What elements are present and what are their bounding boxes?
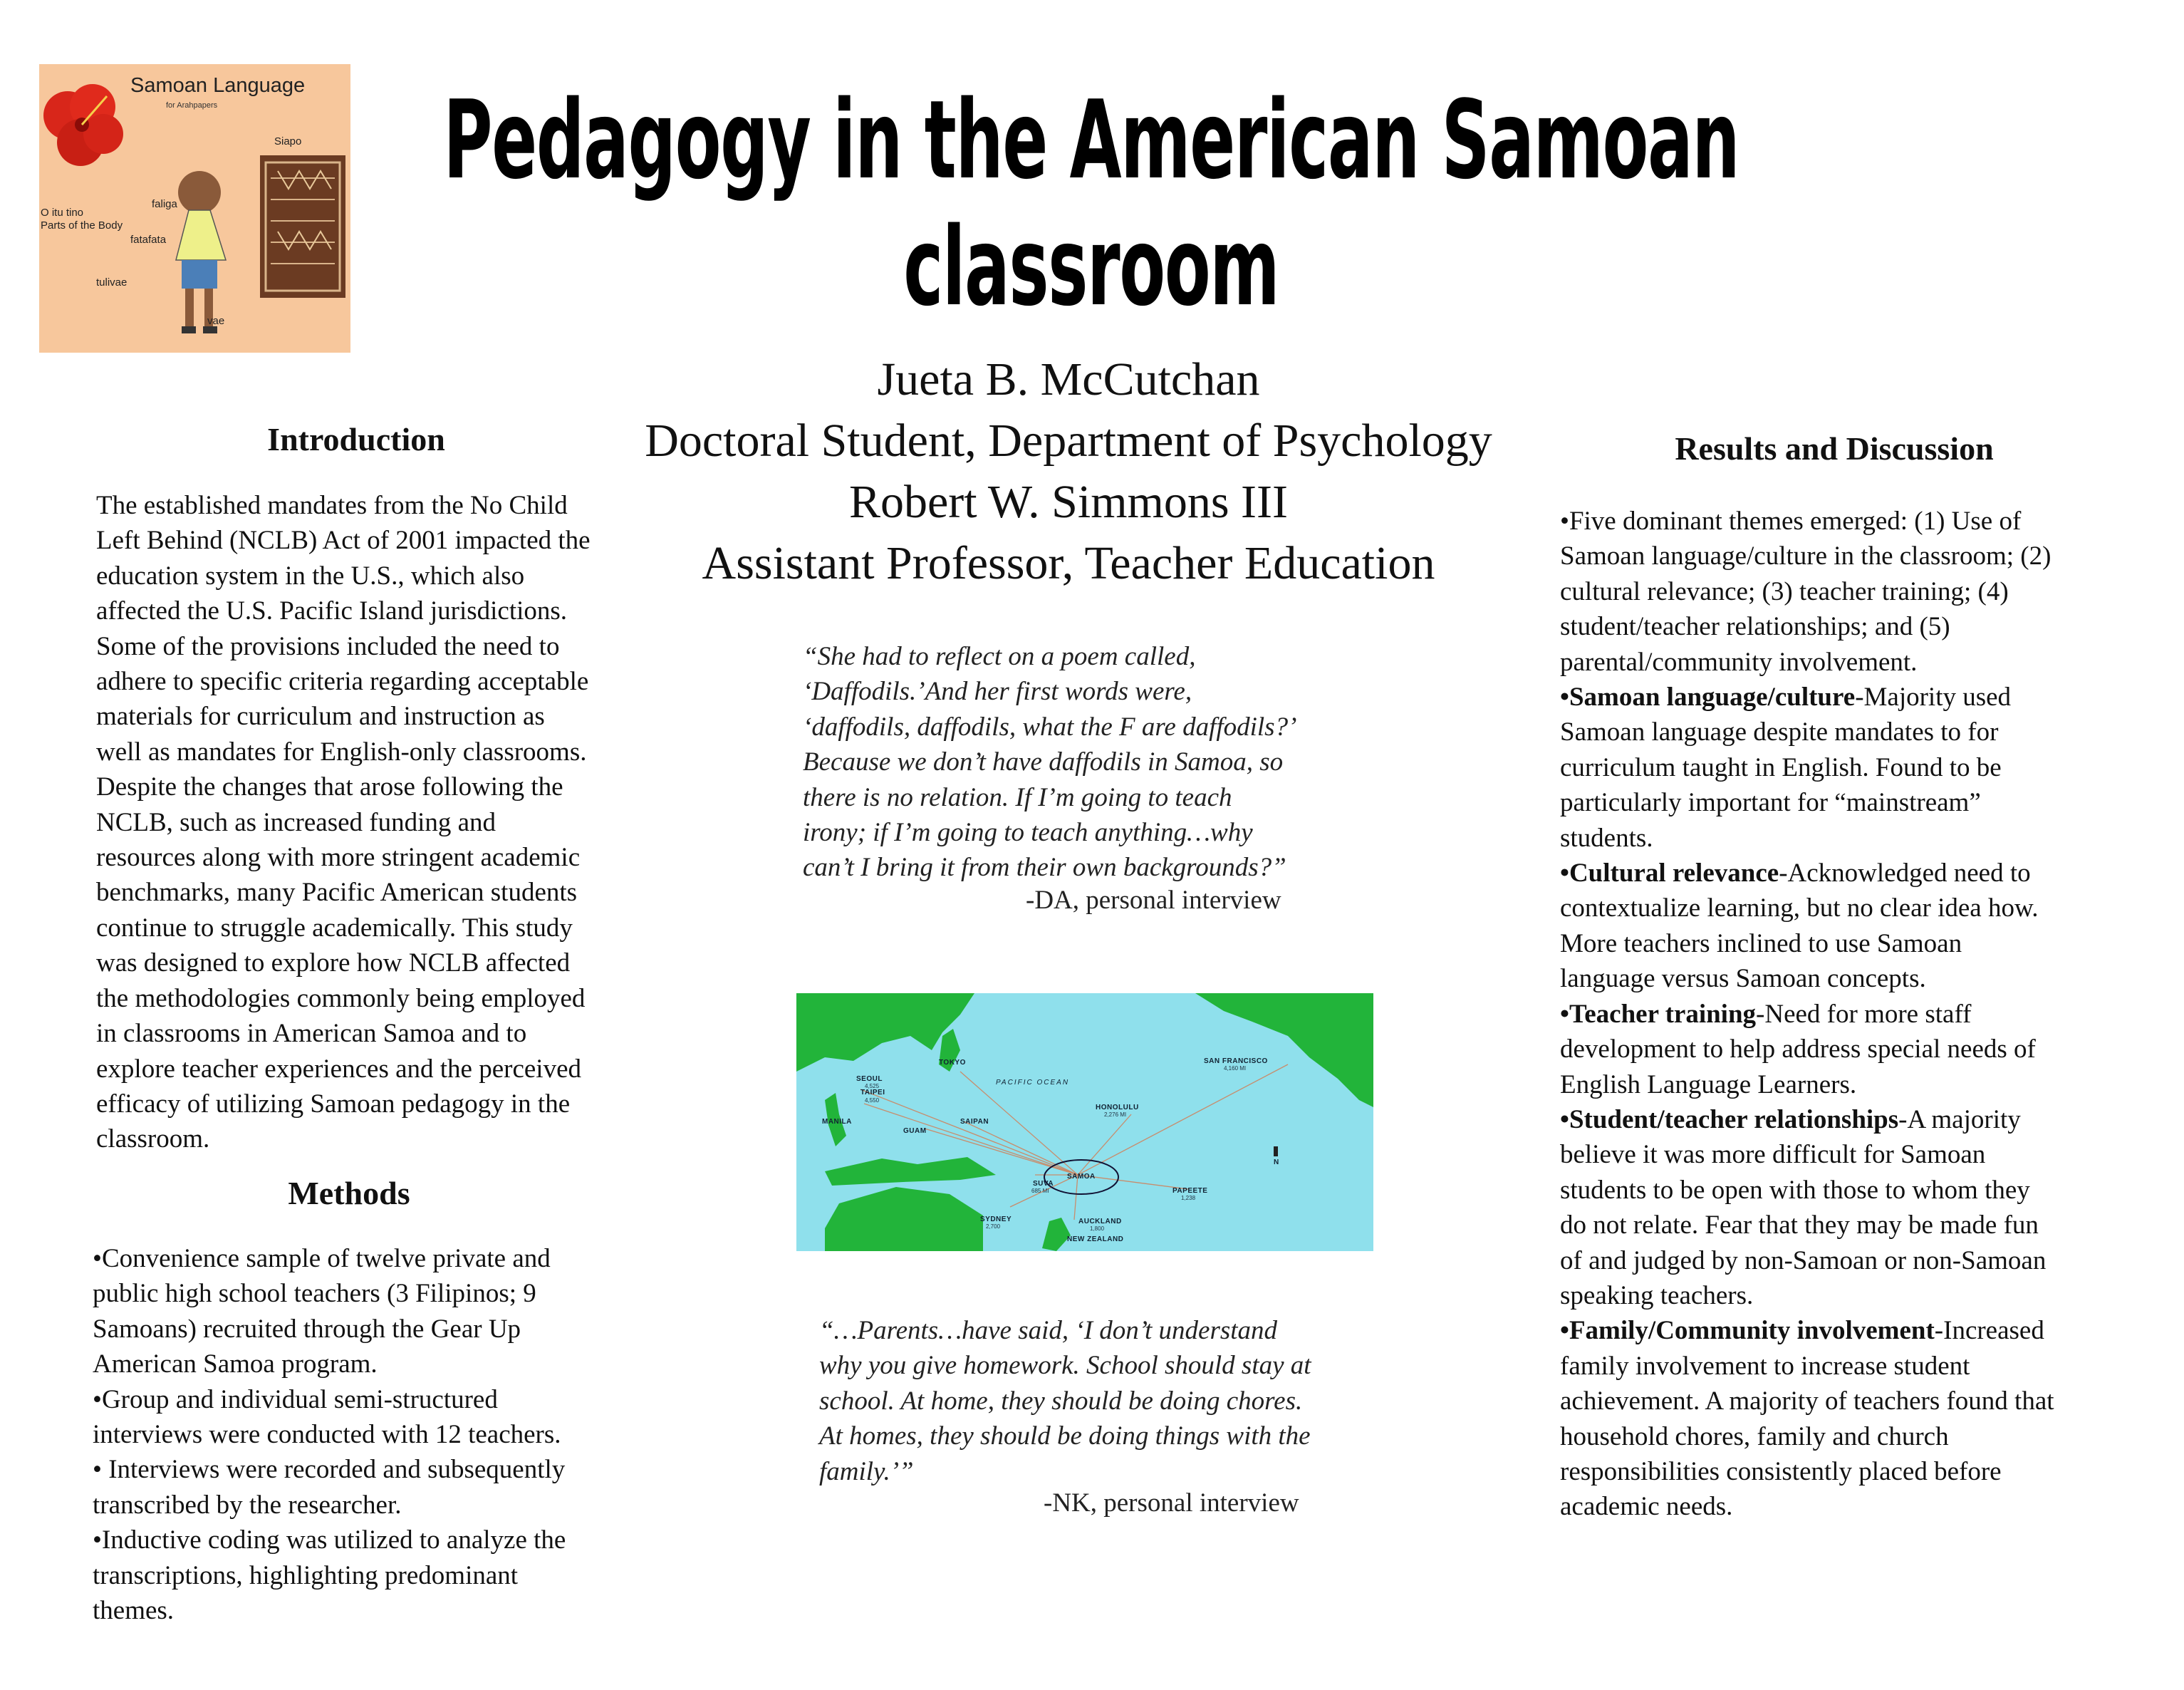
interview-quote-1 xyxy=(803,639,1387,886)
text-line: why you give homework. School should stay at xyxy=(819,1351,1311,1381)
text-line: “…Parents…have said, ‘I don’t understand xyxy=(819,1316,1278,1345)
text-line: school. At home, they should be doing chores. xyxy=(819,1386,1303,1416)
indonesia-landmass xyxy=(825,1157,996,1186)
result-line xyxy=(1560,997,2123,1032)
papeete-label: PAPEETE xyxy=(1172,1187,1208,1195)
result-line xyxy=(1560,574,2123,609)
papeete-distance: 1,238 xyxy=(1181,1195,1196,1201)
result-text: believe it was more difficult for Samoan xyxy=(1560,1140,1986,1170)
result-line xyxy=(1560,1173,2123,1208)
text-line: irony; if I’m going to teach anything…why xyxy=(803,818,1253,848)
result-line xyxy=(1560,961,2123,996)
boy-figure-icon xyxy=(176,171,226,333)
result-theme-label: •Samoan language/culture xyxy=(1560,683,1856,712)
result-text: -Acknowledged need to xyxy=(1779,859,2031,888)
result-line xyxy=(1560,1137,2123,1172)
siapo-cloth-icon xyxy=(260,155,345,298)
tulivae-label: tulivae xyxy=(96,276,128,289)
result-line xyxy=(1560,539,2123,574)
result-text: academic needs. xyxy=(1560,1492,1733,1522)
text-line: classroom. xyxy=(96,1124,210,1154)
result-text: students. xyxy=(1560,823,1653,853)
hibiscus-flower-icon xyxy=(43,84,123,166)
result-text: cultural relevance; (3) teacher training; (4) xyxy=(1560,576,2009,606)
result-line xyxy=(1560,750,2123,785)
result-text: family involvement to increase student xyxy=(1560,1351,1970,1381)
text-line: continue to struggle academically. This study xyxy=(96,913,573,943)
introduction-heading: Introduction xyxy=(267,421,445,457)
suva-label: SUVA xyxy=(1033,1180,1054,1188)
honolulu-distance: 2,276 MI xyxy=(1104,1111,1127,1118)
results-text xyxy=(1560,504,2123,1525)
taipei-distance: 4,550 xyxy=(865,1097,880,1104)
text-line: benchmarks, many Pacific American students xyxy=(96,878,578,908)
result-line xyxy=(1560,1102,2123,1137)
text-line: can’t I bring it from their own backgrounds?” xyxy=(803,853,1286,883)
faliga-label: faliga xyxy=(152,198,177,210)
text-line: education system in the U.S., which also xyxy=(96,561,525,591)
north-label: N xyxy=(1274,1158,1279,1166)
text-line: • Interviews were recorded and subsequently xyxy=(93,1455,566,1485)
result-text: language versus Samoan concepts. xyxy=(1560,964,1926,994)
result-line xyxy=(1560,1243,2123,1278)
text-line: ‘Daffodils.’And her first words were, xyxy=(803,677,1192,707)
illustration-subtitle: for Arahpapers xyxy=(166,101,218,110)
result-text: development to help address special needs of xyxy=(1560,1035,2036,1064)
text-line: interviews were conducted with 12 teachers. xyxy=(93,1420,561,1450)
result-line xyxy=(1560,1489,2123,1524)
text-line: •Convenience sample of twelve private and xyxy=(93,1244,551,1273)
text-line: affected the U.S. Pacific Island jurisdictions. xyxy=(96,596,568,626)
poster-title-line1: Pedagogy in the American Samoan xyxy=(443,77,1740,203)
text-line: in classrooms in American Samoa and to xyxy=(96,1019,527,1049)
honolulu-label: HONOLULU xyxy=(1096,1104,1139,1111)
new-zealand-label: NEW ZEALAND xyxy=(1067,1235,1124,1243)
north-america-landmass xyxy=(1195,993,1373,1107)
result-text: Samoan language despite mandates to for xyxy=(1560,717,1999,747)
text-line: NCLB, such as increased funding and xyxy=(96,807,496,837)
text-line: public high school teachers (3 Filipinos; 9 xyxy=(93,1279,536,1309)
result-line xyxy=(1560,1349,2123,1384)
result-line xyxy=(1560,891,2123,926)
result-text: curriculum taught in English. Found to be xyxy=(1560,752,2002,782)
text-line: •Inductive coding was utilized to analyze the xyxy=(93,1525,566,1555)
san-francisco-label: SAN FRANCISCO xyxy=(1204,1057,1268,1065)
result-line xyxy=(1560,785,2123,820)
result-text: parental/community involvement. xyxy=(1560,647,1918,677)
result-line xyxy=(1560,609,2123,644)
result-text: contextualize learning, but no clear idea how. xyxy=(1560,893,2039,923)
fatafata-label: fatafata xyxy=(130,234,167,246)
result-text: household chores, family and church xyxy=(1560,1421,1949,1451)
text-line: Despite the changes that arose following the xyxy=(96,772,563,802)
text-line: transcribed by the researcher. xyxy=(93,1490,402,1520)
map-graphics xyxy=(796,993,1373,1251)
result-theme-label: •Cultural relevance xyxy=(1560,859,1779,888)
result-line xyxy=(1560,1278,2123,1313)
illustration-title: Samoan Language xyxy=(130,74,306,97)
saipan-label: SAIPAN xyxy=(960,1118,989,1126)
result-text: -Increased xyxy=(1934,1316,2044,1346)
parts-label-line2: Parts of the Body xyxy=(41,219,123,232)
result-line xyxy=(1560,926,2123,961)
result-line xyxy=(1560,821,2123,856)
text-line: family.’” xyxy=(819,1456,914,1486)
text-line: well as mandates for English-only classrooms. xyxy=(96,737,587,767)
san-francisco-distance: 4,160 MI xyxy=(1224,1065,1247,1072)
text-line: The established mandates from the No Child xyxy=(96,491,568,520)
manila-label: MANILA xyxy=(822,1118,852,1126)
north-arrow-icon xyxy=(1274,1146,1278,1156)
pacific-distance-map xyxy=(796,993,1373,1251)
result-text: speaking teachers. xyxy=(1560,1280,1754,1310)
result-line xyxy=(1560,504,2123,539)
result-text: -Need for more staff xyxy=(1756,999,1972,1029)
interview-quote-2 xyxy=(819,1313,1389,1489)
text-line: adhere to specific criteria regarding acceptable xyxy=(96,667,589,697)
samoa-label: SAMOA xyxy=(1067,1173,1096,1181)
suva-distance: 685 MI xyxy=(1031,1188,1049,1194)
samoan-language-illustration xyxy=(39,64,350,353)
sydney-distance: 2,700 xyxy=(986,1223,1001,1230)
siapo-label: Siapo xyxy=(274,135,302,147)
result-theme-label: •Student/teacher relationships xyxy=(1560,1104,1899,1134)
text-line: efficacy of utilizing Samoan pedagogy in the xyxy=(96,1089,571,1119)
result-text: •Five dominant themes emerged: (1) Use of xyxy=(1560,507,2022,536)
text-line: explore teacher experiences and the perceived xyxy=(96,1054,582,1084)
result-text: of and judged by non-Samoan or non-Samoan xyxy=(1560,1245,2047,1275)
ocean-label: PACIFIC OCEAN xyxy=(996,1079,1070,1087)
result-text: Samoan language/culture in the classroom; (2) xyxy=(1560,541,2052,571)
text-line: resources along with more stringent academic xyxy=(96,843,581,873)
quote-1-attribution: -DA, personal interview xyxy=(1026,886,1281,915)
text-line: Samoans) recruited through the Gear Up xyxy=(93,1314,521,1344)
vae-label: vae xyxy=(207,315,225,327)
text-line: American Samoa program. xyxy=(93,1349,378,1379)
tokyo-label: TOKYO xyxy=(939,1059,966,1067)
text-line: transcriptions, highlighting predominant xyxy=(93,1560,519,1590)
result-theme-label: •Family/Community involvement xyxy=(1560,1316,1935,1346)
parts-label-line1: O itu tino xyxy=(41,207,84,219)
auckland-label: AUCKLAND xyxy=(1078,1218,1122,1225)
text-line: there is no relation. If I’m going to teach xyxy=(803,782,1232,812)
seoul-label: SEOUL xyxy=(856,1075,883,1083)
author-line: Robert W. Simmons III xyxy=(848,476,1288,528)
result-line xyxy=(1560,1032,2123,1067)
result-line xyxy=(1560,680,2123,715)
result-text: responsibilities consistently placed before xyxy=(1560,1456,2002,1486)
introduction-text xyxy=(96,488,659,1157)
methods-text xyxy=(93,1241,662,1628)
taipei-label: TAIPEI xyxy=(860,1089,885,1097)
australia-landmass xyxy=(825,1187,983,1251)
result-theme-label: •Teacher training xyxy=(1560,999,1757,1029)
text-line: At homes, they should be doing things with the xyxy=(819,1421,1311,1451)
text-line: •Group and individual semi-structured xyxy=(93,1384,498,1414)
text-line: Left Behind (NCLB) Act of 2001 impacted the xyxy=(96,526,591,556)
result-text: particularly important for “mainstream” xyxy=(1560,788,1981,818)
result-line xyxy=(1560,715,2123,750)
author-line: Assistant Professor, Teacher Education xyxy=(702,537,1435,589)
text-line: Some of the provisions included the need to xyxy=(96,631,560,661)
text-line: the methodologies commonly being employed xyxy=(96,983,586,1013)
result-line xyxy=(1560,1313,2123,1348)
result-line xyxy=(1560,1384,2123,1419)
author-block xyxy=(591,349,1546,594)
sydney-label: SYDNEY xyxy=(980,1215,1012,1223)
text-line: materials for curriculum and instruction as xyxy=(96,702,545,732)
text-line: Because we don’t have daffodils in Samoa, so xyxy=(803,747,1284,777)
result-text: student/teacher relationships; and (5) xyxy=(1560,612,1950,642)
result-line xyxy=(1560,645,2123,680)
results-heading: Results and Discussion xyxy=(1675,430,1994,467)
auckland-distance: 1,800 xyxy=(1090,1225,1105,1232)
author-line: Jueta B. McCutchan xyxy=(877,353,1260,405)
result-text: -Majority used xyxy=(1855,683,2012,712)
result-text: More teachers inclined to use Samoan xyxy=(1560,928,1962,958)
result-text: achievement. A majority of teachers found that xyxy=(1560,1386,2054,1416)
text-line: themes. xyxy=(93,1596,175,1626)
result-text: -A majority xyxy=(1898,1104,2021,1134)
author-line: Doctoral Student, Department of Psychology xyxy=(645,415,1492,467)
quote-2-attribution: -NK, personal interview xyxy=(1044,1488,1299,1518)
result-line xyxy=(1560,1419,2123,1454)
result-line xyxy=(1560,1067,2123,1102)
new-zealand-landmass xyxy=(1042,1218,1071,1251)
guam-label: GUAM xyxy=(903,1127,927,1135)
seoul-distance: 4,525 xyxy=(865,1083,880,1089)
result-text: do not relate. Fear that they may be made fun xyxy=(1560,1211,2039,1240)
poster-title-line2: classroom xyxy=(903,204,1279,330)
poster-title xyxy=(414,77,1768,331)
result-line xyxy=(1560,856,2123,891)
result-text: English Language Learners. xyxy=(1560,1069,1857,1099)
text-line: “She had to reflect on a poem called, xyxy=(803,642,1196,671)
result-text: students to be open with those to whom they xyxy=(1560,1175,2030,1205)
text-line: was designed to explore how NCLB affected xyxy=(96,948,571,978)
methods-heading: Methods xyxy=(288,1175,410,1211)
result-line xyxy=(1560,1208,2123,1243)
result-line xyxy=(1560,1454,2123,1489)
text-line: ‘daffodils, daffodils, what the F are daffodils?’ xyxy=(803,712,1297,742)
